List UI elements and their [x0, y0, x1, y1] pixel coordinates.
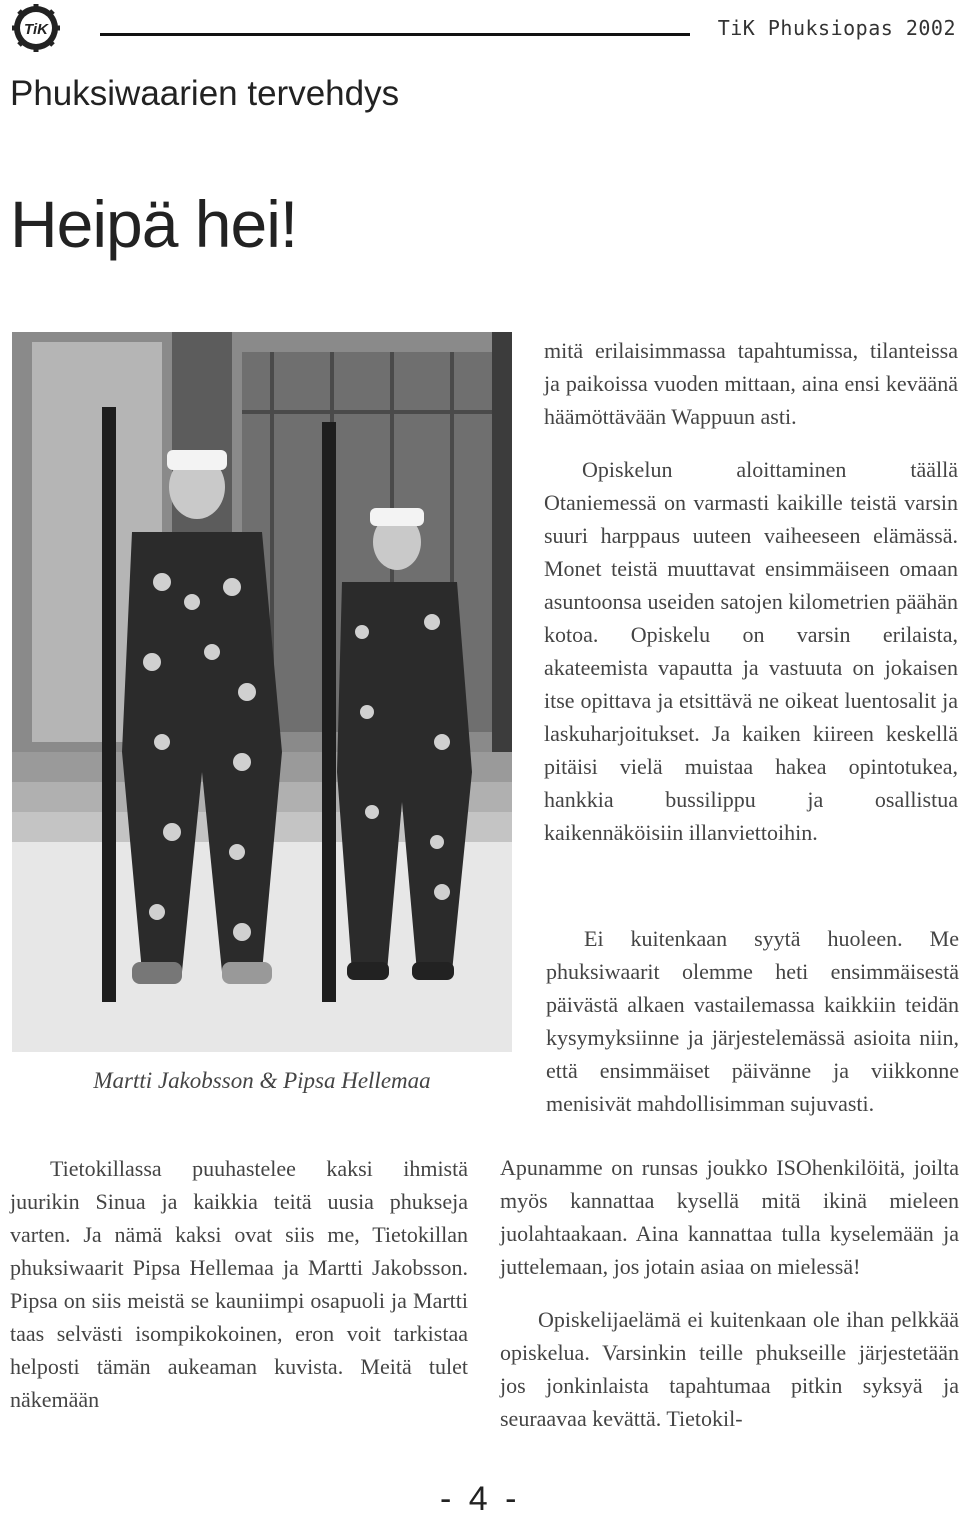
section-title: Phuksiwaarien tervehdys: [10, 74, 400, 113]
left-paragraph: Tietokillassa puuhastelee kaksi ihmistä juurikin Sinua ja kaikkia teitä uusia phukseja varten. Ja nämä kaksi ovat siis me, Tietokillan phuksiwaarit Pipsa Hellemaa ja Martti Jakobsson. Pipsa on siis meistä se kauniimpi osapuoli ja Martti taas selvästi isompikokoinen, eron voit tarkistaa helposti tämän aukeaman kuvista. Meitä tulet näkemään: [10, 1156, 468, 1412]
photo-caption: Martti Jakobsson & Pipsa Hellemaa: [93, 1068, 431, 1093]
right-column-top: [544, 334, 958, 869]
photo-phuksiwaarit: [12, 332, 512, 1052]
right-column-wide: [500, 1151, 959, 1455]
header-title: TiK Phuksiopas 2002: [717, 16, 956, 40]
right-paragraph-3b: Apunamme on runsas joukko ISOhenkilöitä, joilta myös kannattaa kysellä mitä ikinä mieleen juolahtaakaan. Aina kannattaa tulla kyselemään ja juttelemaan, jos jotain asiaa on mielessä!: [500, 1155, 959, 1279]
right-paragraph-3a: Ei kuitenkaan syytä huoleen. Me phuksiwaarit olemme heti ensimmäisestä päivästä alkaen vastailemassa kaikkiin teidän kysymyksiinne ja järjestelemässä asioita niin, että ensimmäiset päivänne ja viikkonne menisivät mahdollisimman sujuvasti.: [546, 926, 959, 1116]
header-rule: [100, 33, 690, 36]
logo-text: TiK: [24, 21, 48, 38]
right-paragraph-1: mitä erilaisimmassa tapahtumissa, tilanteissa ja paikoissa vuoden mittaan, aina ensi keväänä häämöttävään Wappuun asti.: [544, 338, 958, 429]
main-heading: Heipä hei!: [10, 187, 298, 261]
right-column-mid: [546, 922, 959, 1120]
tik-logo: [10, 4, 62, 52]
right-paragraph-2: Opiskelun aloittaminen täällä Otaniemessä on varmasti kaikille teistä varsin suuri harppaus uuteen vaiheeseen elämässä. Monet teistä muuttavat ensimmäiseen omaan asuntoonsa useiden satojen kilometrien päähän kotoa. Opiskelu on varsin erilaista, akateemista vapautta ja vastuuta on jokaisen itse opittava ja etsittävä ne oikeat luentosalit ja laskuharjoitukset. Ja kaiken kiireen keskellä pitäisi vielä muistaa hakea opintotukea, hankkia bussilippu ja osallistua kaikennäköisiin illanviettoihin.: [544, 457, 958, 845]
page-number: - 4 -: [440, 1480, 521, 1518]
right-paragraph-4: Opiskelijaelämä ei kuitenkaan ole ihan pelkkää opiskelua. Varsinkin teille phukseille järjestetään jos jonkinlaista tapahtumaa pitkin syksyä ja seuraavaa kevättä. Tietokil-: [500, 1307, 959, 1431]
left-column: [10, 1152, 468, 1416]
